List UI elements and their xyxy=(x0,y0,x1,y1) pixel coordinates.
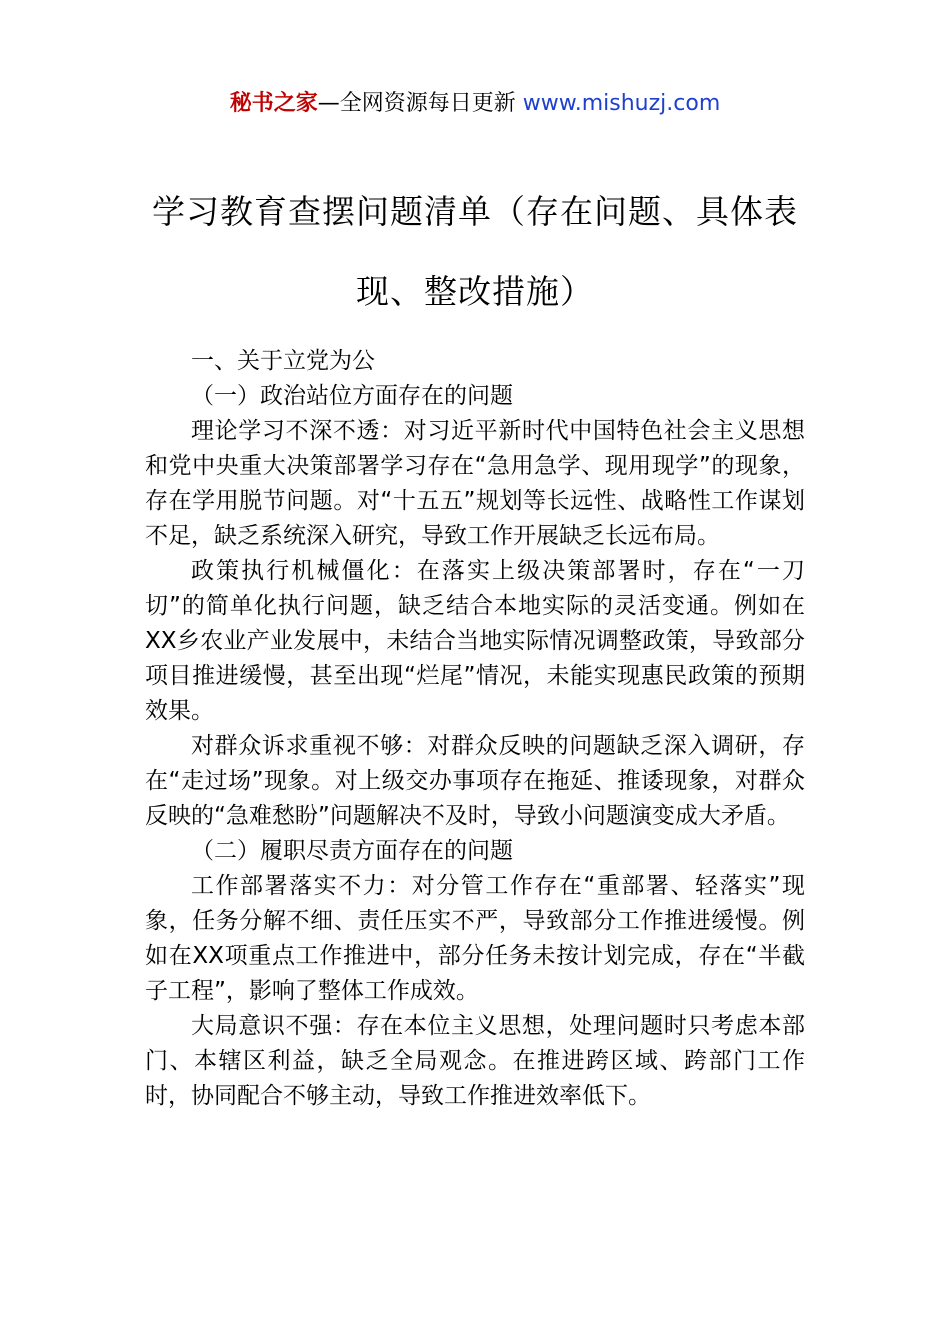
document-title: 学习教育查摆问题清单（存在问题、具体表现、整改措施） xyxy=(152,192,798,311)
body-paragraph: 政策执行机械僵化：在落实上级决策部署时，存在“一刀切”的简单化执行问题，缺乏结合本地实际的灵活变通。例如在XX乡农业产业发展中，未结合当地实际情况调整政策，导致部分项目推进缓慢，甚至出现“烂尾”情况，未能实现惠民政策的预期效果。 xyxy=(145,558,805,724)
site-header xyxy=(0,88,950,120)
body-paragraph: 大局意识不强：存在本位主义思想，处理问题时只考虑本部门、本辖区利益，缺乏全局观念。在推进跨区域、跨部门工作时，协同配合不够主动，导致工作推进效率低下。 xyxy=(145,1013,805,1109)
subsection-heading: （二）履职尽责方面存在的问题 xyxy=(191,838,513,864)
document-body xyxy=(145,344,805,1114)
body-paragraph: 理论学习不深不透：对习近平新时代中国特色社会主义思想和党中央重大决策部署学习存在“急用急学、现用现学”的现象，存在学用脱节问题。对“十五五”规划等长远性、战略性工作谋划不足，缺乏系统深入研究，导致工作开展缺乏长远布局。 xyxy=(145,418,805,549)
subsection-heading: （一）政治站位方面存在的问题 xyxy=(191,383,513,409)
section-heading: 一、关于立党为公 xyxy=(191,348,375,374)
site-tagline: —全网资源每日更新 xyxy=(317,91,523,116)
site-brand: 秘书之家 xyxy=(229,91,318,116)
site-url-link[interactable]: www.mishuzj.com xyxy=(522,91,721,116)
body-paragraph: 对群众诉求重视不够：对群众反映的问题缺乏深入调研，存在“走过场”现象。对上级交办事项存在拖延、推诿现象，对群众反映的“急难愁盼”问题解决不及时，导致小问题演变成大矛盾。 xyxy=(145,733,805,829)
body-paragraph: 工作部署落实不力：对分管工作存在“重部署、轻落实”现象，任务分解不细、责任压实不严，导致部分工作推进缓慢。例如在XX项重点工作推进中，部分任务未按计划完成，存在“半截子工程”，影响了整体工作成效。 xyxy=(145,873,805,1004)
